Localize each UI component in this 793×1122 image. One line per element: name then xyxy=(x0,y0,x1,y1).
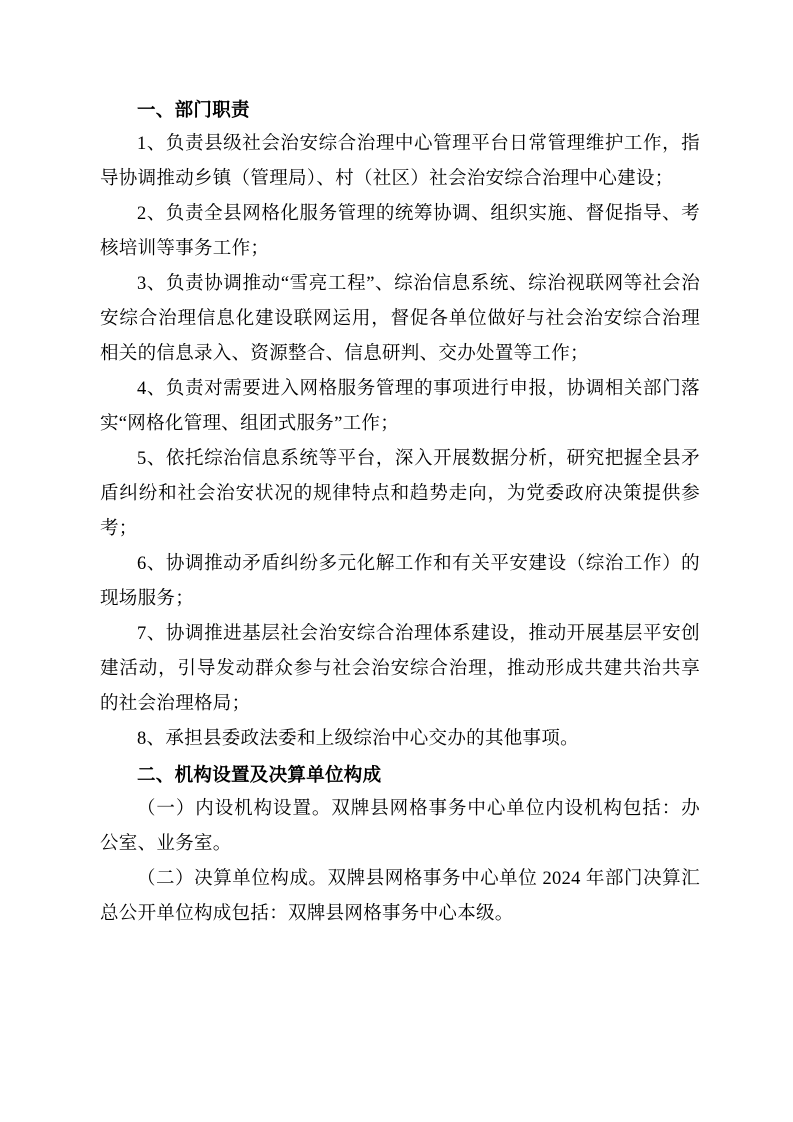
section-1-paragraph-4: 4、负责对需要进入网格服务管理的事项进行申报，协调相关部门落实“网格化管理、组团式服务”工作； xyxy=(100,379,700,434)
section-2-paragraph-2: （二）决算单位构成。双牌县网格事务中心单位 2024 年部门决算汇总公开单位构成包括：双牌县网格事务中心本级。 xyxy=(100,869,700,924)
section-1-paragraph-1: 1、负责县级社会治安综合治理中心管理平台日常管理维护工作，指导协调推动乡镇（管理局）、村（社区）社会治安综合治理中心建设； xyxy=(100,134,700,189)
section-1-paragraph-2: 2、负责全县网格化服务管理的统筹协调、组织实施、督促指导、考核培训等事务工作； xyxy=(100,204,700,259)
section-1-paragraph-7: 7、协调推进基层社会治安综合治理体系建设，推动开展基层平安创建活动，引导发动群众参与社会治安综合治理，推动形成共建共治共享的社会治理格局； xyxy=(100,624,700,714)
section-1-paragraph-3: 3、负责协调推动“雪亮工程”、综治信息系统、综治视联网等社会治安综合治理信息化建设联网运用，督促各单位做好与社会治安综合治理相关的信息录入、资源整合、信息研判、交办处置等工作； xyxy=(100,274,700,364)
section-1-paragraph-8: 8、承担县委政法委和上级综治中心交办的其他事项。 xyxy=(137,729,579,749)
section-2-heading: 二、机构设置及决算单位构成 xyxy=(137,764,382,785)
section-1-paragraph-6: 6、协调推动矛盾纠纷多元化解工作和有关平安建设（综治工作）的现场服务； xyxy=(100,554,700,609)
document-content xyxy=(100,92,700,932)
section-2-paragraph-1: （一）内设机构设置。双牌县网格事务中心单位内设机构包括：办公室、业务室。 xyxy=(100,799,700,854)
section-1-paragraph-5: 5、依托综治信息系统等平台，深入开展数据分析，研究把握全县矛盾纠纷和社会治安状况的规律特点和趋势走向，为党委政府决策提供参考； xyxy=(100,449,700,539)
section-1-heading: 一、部门职责 xyxy=(137,99,250,120)
